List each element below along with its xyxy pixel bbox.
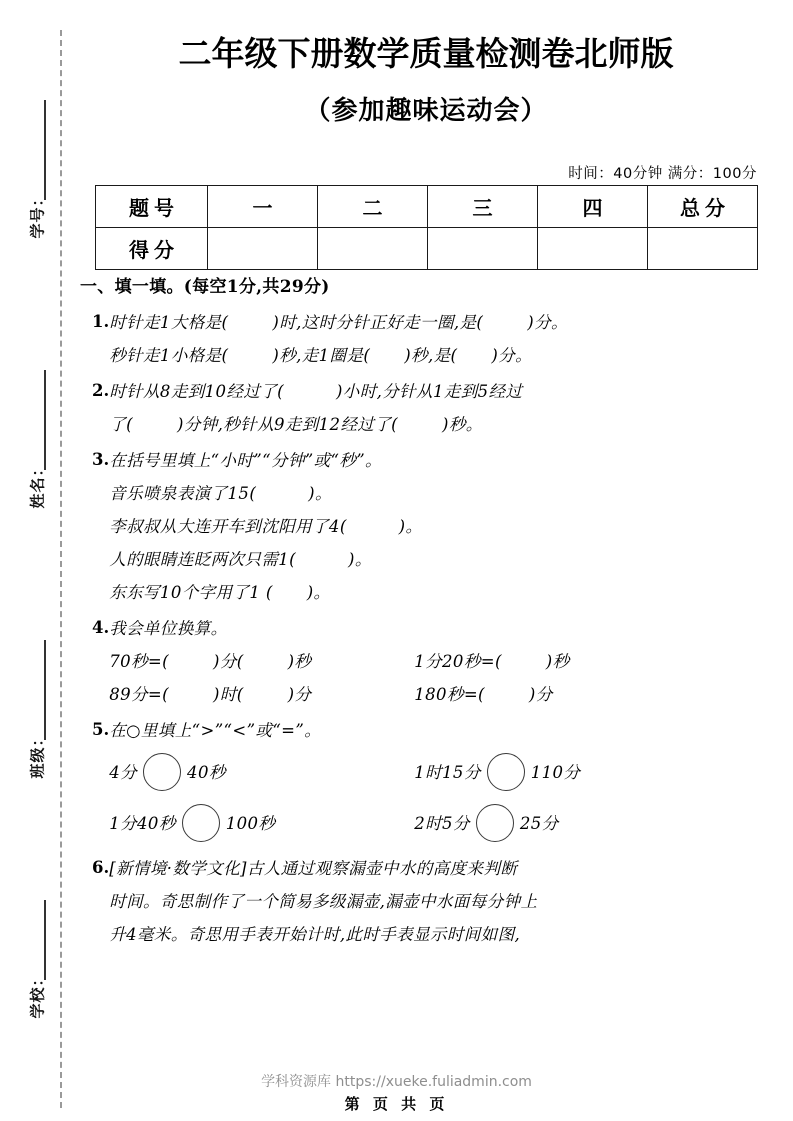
page-title: 二年级下册数学质量检测卷北师版 xyxy=(178,34,674,73)
table-cell: 三 xyxy=(428,186,538,228)
score-entry-cell[interactable] xyxy=(208,228,318,270)
text-part: 70秒=( xyxy=(109,652,169,671)
sidebar-rule-1 xyxy=(44,100,46,200)
table-cell: 二 xyxy=(318,186,428,228)
text-part: 2时5分 xyxy=(414,814,470,834)
text-part: 李叔叔从大连开车到沈阳用了4( xyxy=(109,517,347,536)
question-line: 升4毫米。奇思用手表开始计时,此时手表显示时间如图, xyxy=(109,925,521,945)
exam-meta-info: 时间：40分钟 满分：100分 xyxy=(568,166,757,182)
question-line xyxy=(109,306,776,339)
question-3 xyxy=(76,444,776,609)
text-part: 了( xyxy=(109,415,133,434)
compare-left xyxy=(109,747,414,798)
text-part: 89分=( xyxy=(109,685,169,704)
question-prompt: 在括号里填上“小时”“分钟”或“秒”。 xyxy=(109,451,382,470)
text-part: )。 xyxy=(398,517,423,536)
text-part: 东东写10个字用了1 ( xyxy=(109,583,273,602)
text-part: 时针走1大格是( xyxy=(109,313,229,332)
compare-right xyxy=(414,747,776,798)
question-number: 4. xyxy=(92,618,110,637)
question-line xyxy=(109,645,776,678)
sidebar-item-label: 班级： xyxy=(28,730,47,779)
text-part: 音乐喷泉表演了15( xyxy=(109,484,257,503)
question-4 xyxy=(76,612,776,711)
sidebar-rule-4 xyxy=(44,900,46,980)
question-number: 2. xyxy=(92,381,110,400)
site-watermark: 学科资源库 https://xueke.fuliadmin.com xyxy=(261,1074,532,1090)
question-line xyxy=(109,747,776,798)
question-line xyxy=(109,678,776,711)
text-part: )时( xyxy=(213,685,244,704)
score-entry-cell[interactable] xyxy=(428,228,538,270)
sidebar-rule-2 xyxy=(44,370,46,470)
question-line xyxy=(109,375,776,408)
question-number: 6. xyxy=(92,858,110,878)
text-part: 秒针走1小格是( xyxy=(109,346,229,365)
margin-dashed-line xyxy=(60,30,62,1108)
text-part: 25分 xyxy=(519,814,559,834)
score-entry-cell[interactable] xyxy=(318,228,428,270)
sidebar-rule-3 xyxy=(44,640,46,740)
question-5 xyxy=(76,714,776,849)
sidebar-item-xuehao[interactable] xyxy=(14,190,60,239)
text-part: )分( xyxy=(213,652,244,671)
comparison-circle[interactable] xyxy=(143,753,181,791)
text-part: 40秒 xyxy=(187,763,226,782)
question-line: [新情境·数学文化]古人通过观察漏壶中水的高度来判断 xyxy=(109,859,518,879)
sidebar-item-banji[interactable] xyxy=(14,730,60,779)
question-line xyxy=(109,339,776,372)
question-line xyxy=(109,477,776,510)
text-part: 人的眼睛连眨两次只需1( xyxy=(109,550,296,569)
table-cell: 一 xyxy=(208,186,318,228)
text-part: )分钟,秒针从9走到12经过了( xyxy=(176,415,398,434)
table-cell: 四 xyxy=(538,186,648,228)
text-part: )分 xyxy=(287,685,312,704)
text-part: 时针从8走到10经过了( xyxy=(109,382,284,401)
text-part: )小时,分针从1走到5经过 xyxy=(335,382,523,401)
conversion-left xyxy=(109,645,414,678)
comparison-circle[interactable] xyxy=(476,804,514,842)
text-part: )分。 xyxy=(527,313,568,332)
table-row xyxy=(96,228,758,270)
text-part: )秒,是( xyxy=(404,346,458,365)
comparison-circle[interactable] xyxy=(487,753,525,791)
text-part: )秒,走1圈是( xyxy=(272,346,371,365)
question-line xyxy=(109,543,776,576)
question-number: 3. xyxy=(92,450,110,469)
text-part: 1分20秒=( xyxy=(414,652,502,671)
compare-left xyxy=(109,798,414,849)
text-part: )。 xyxy=(347,550,372,569)
comparison-circle[interactable] xyxy=(182,804,220,842)
question-number: 5. xyxy=(92,720,110,739)
conversion-right xyxy=(414,645,776,678)
exam-content xyxy=(76,272,776,954)
text-part: )秒 xyxy=(545,652,570,671)
question-2 xyxy=(76,375,776,441)
text-part: 100秒 xyxy=(225,814,276,834)
text-part: )分 xyxy=(528,685,553,704)
question-line xyxy=(109,408,776,441)
score-entry-cell[interactable] xyxy=(648,228,758,270)
text-part: )秒 xyxy=(287,652,312,671)
text-part: )时,这时分针正好走一圈,是( xyxy=(272,313,484,332)
question-number: 1. xyxy=(92,312,110,331)
question-line xyxy=(109,576,776,609)
question-line xyxy=(109,510,776,543)
table-row-header: 得分 xyxy=(96,228,208,270)
page-subtitle: （参加趣味运动会） xyxy=(304,95,548,126)
question-line: 时间。奇思制作了一个简易多级漏壶,漏壶中水面每分钟上 xyxy=(109,892,538,912)
table-row xyxy=(96,186,758,228)
text-part: 180秒=( xyxy=(414,685,485,704)
page-number-footer: 第 页 共 页 xyxy=(344,1095,449,1113)
text-part: 4分 xyxy=(109,763,138,782)
table-row-header: 题号 xyxy=(96,186,208,228)
text-part: )秒。 xyxy=(442,415,483,434)
question-1 xyxy=(76,306,776,372)
text-part: )。 xyxy=(308,484,332,503)
sidebar-item-label: 学校： xyxy=(28,970,47,1019)
question-line xyxy=(109,798,776,849)
sidebar-item-xuexiao[interactable] xyxy=(14,970,60,1019)
student-info-sidebar xyxy=(14,0,60,1121)
score-table xyxy=(95,185,758,270)
text-part: )分。 xyxy=(491,346,532,365)
score-entry-cell[interactable] xyxy=(538,228,648,270)
conversion-left xyxy=(109,678,414,711)
question-prompt: 在○里填上“>”“<”或“=”。 xyxy=(109,721,322,740)
sidebar-item-label: 学号： xyxy=(28,190,47,239)
sidebar-item-label: 姓名： xyxy=(28,460,47,509)
text-part: 110分 xyxy=(530,763,581,782)
question-prompt: 我会单位换算。 xyxy=(109,619,228,638)
section-heading: 一、填一填。(每空1分,共29分) xyxy=(80,277,330,297)
compare-right xyxy=(414,798,776,849)
conversion-right xyxy=(414,678,776,711)
table-cell: 总分 xyxy=(648,186,758,228)
page-title-block xyxy=(76,34,776,127)
text-part: 1分40秒 xyxy=(109,814,176,834)
text-part: 1时15分 xyxy=(414,763,481,782)
sidebar-item-xingming[interactable] xyxy=(14,460,60,509)
text-part: )。 xyxy=(306,583,331,602)
question-6 xyxy=(76,852,776,951)
